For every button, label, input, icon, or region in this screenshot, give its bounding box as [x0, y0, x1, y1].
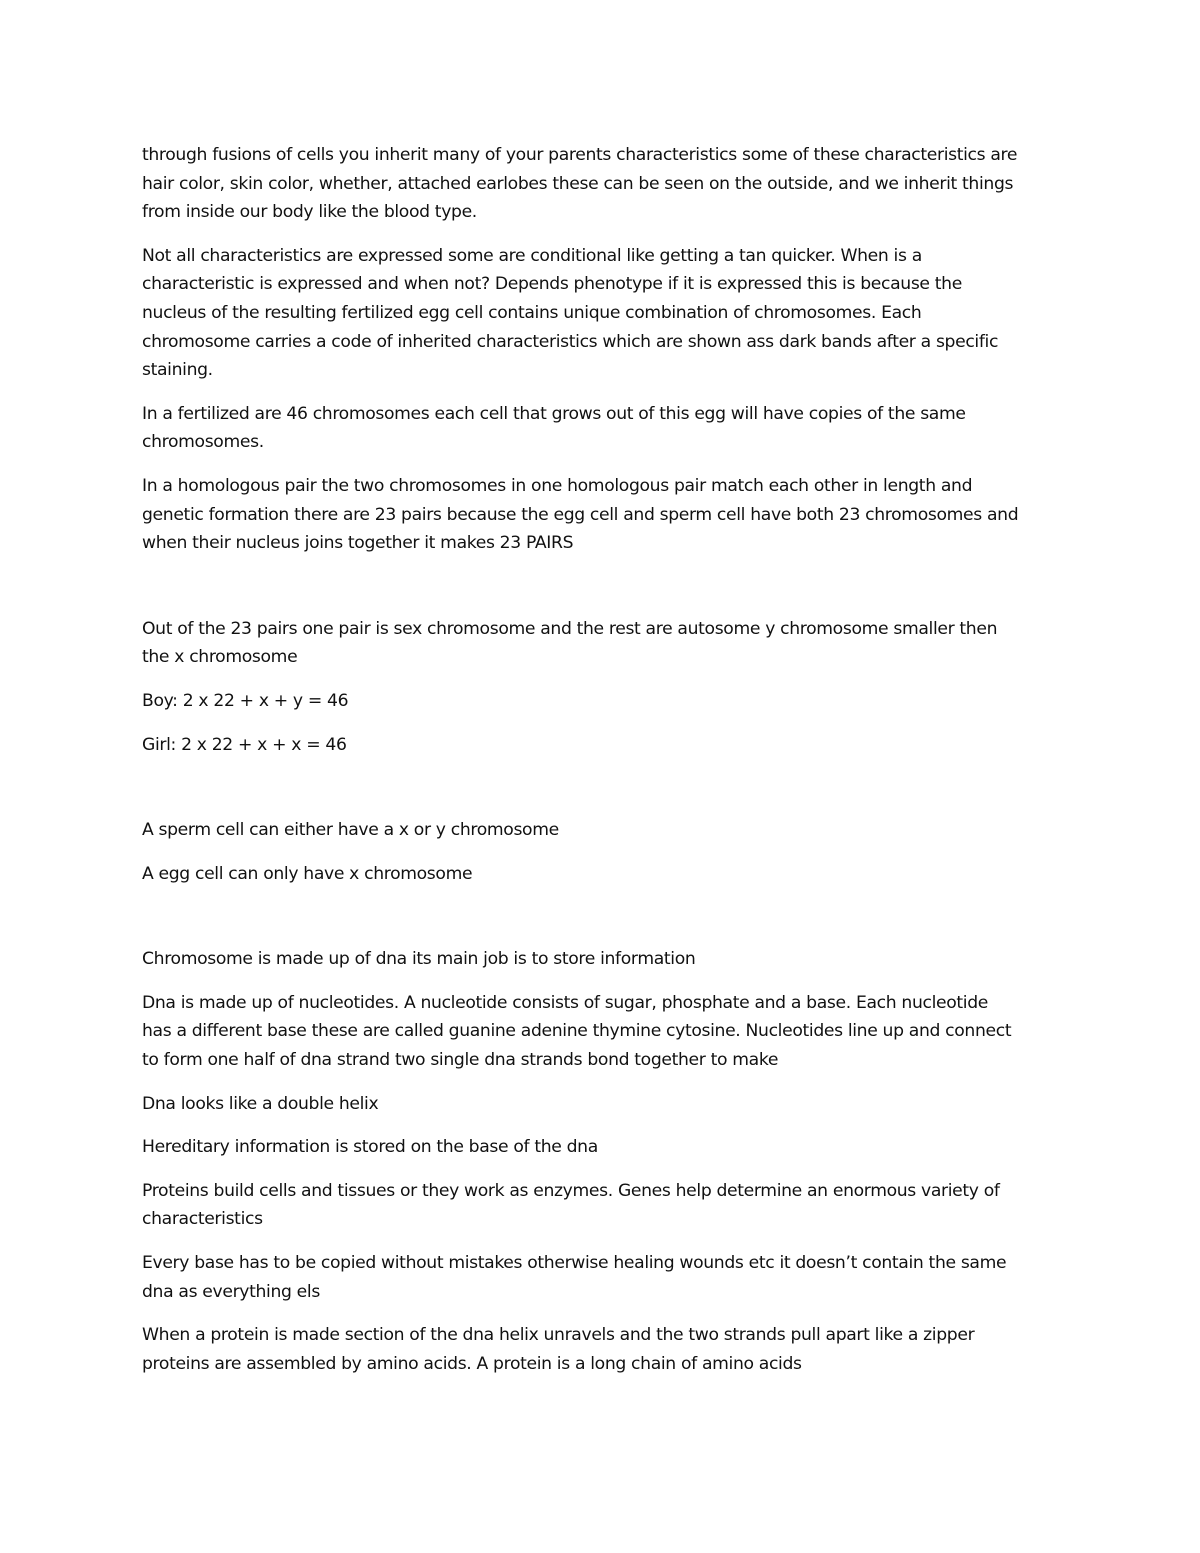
formula-girl: Girl: 2 x 22 + x + x = 46	[142, 734, 347, 755]
paragraph-proteins: Proteins build cells and tissues or they work as enzymes. Genes help determine an enormous variety of characteristics	[142, 1180, 1000, 1230]
paragraph-double-helix: Dna looks like a double helix	[142, 1093, 379, 1114]
paragraph-hereditary-info: Hereditary information is stored on the base of the dna	[142, 1137, 598, 1158]
paragraph-sex-chromosome: Out of the 23 pairs one pair is sex chromosome and the rest are autosome y chromosome smaller then the x chromosome	[142, 618, 998, 668]
paragraph-homologous-pair: In a homologous pair the two chromosomes in one homologous pair match each other in length and genetic formation there are 23 pairs because the egg cell and sperm cell have both 23 chromosomes and when their nucleus joins together it makes 23 PAIRS	[142, 475, 1019, 554]
paragraph-egg-cell: A egg cell can only have x chromosome	[142, 863, 473, 884]
document-body	[142, 141, 1062, 1378]
paragraph-nucleotides: Dna is made up of nucleotides. A nucleotide consists of sugar, phosphate and a base. Each nucleotide has a different base these are called guanine adenine thymine cytosine. Nucleotides line up and connect to form one half of dna strand two single dna strands bond together to make	[142, 992, 1012, 1071]
paragraph-base-copying: Every base has to be copied without mistakes otherwise healing wounds etc it doesn’t contain the same dna as everything els	[142, 1253, 1007, 1302]
paragraph-sperm-cell: A sperm cell can either have a x or y chromosome	[142, 820, 559, 841]
paragraph-inheritance: through fusions of cells you inherit many of your parents characteristics some of these characteristics are hair color, skin color, whether, attached earlobes these can be seen on the outside, and we inherit things from inside our body like the blood type.	[142, 145, 1018, 223]
formula-boy: Boy: 2 x 22 + x + y = 46	[142, 690, 349, 711]
paragraph-chromosome-dna: Chromosome is made up of dna its main job is to store information	[142, 949, 696, 970]
paragraph-protein-synthesis: When a protein is made section of the dna helix unravels and the two strands pull apart like a zipper proteins are assembled by amino acids. A protein is a long chain of amino acids	[142, 1325, 975, 1374]
paragraph-expression: Not all characteristics are expressed some are conditional like getting a tan quicker. When is a characteristic is expressed and when not? Depends phenotype if it is expressed this is because the nucleus of the resulting fertilized egg cell contains unique combination of chromosomes. Each chromosome carries a code of inherited characteristics which are shown ass dark bands after a specific staining.	[142, 245, 999, 381]
paragraph-fertilized-egg: In a fertilized are 46 chromosomes each cell that grows out of this egg will have copies of the same chromosomes.	[142, 403, 966, 453]
